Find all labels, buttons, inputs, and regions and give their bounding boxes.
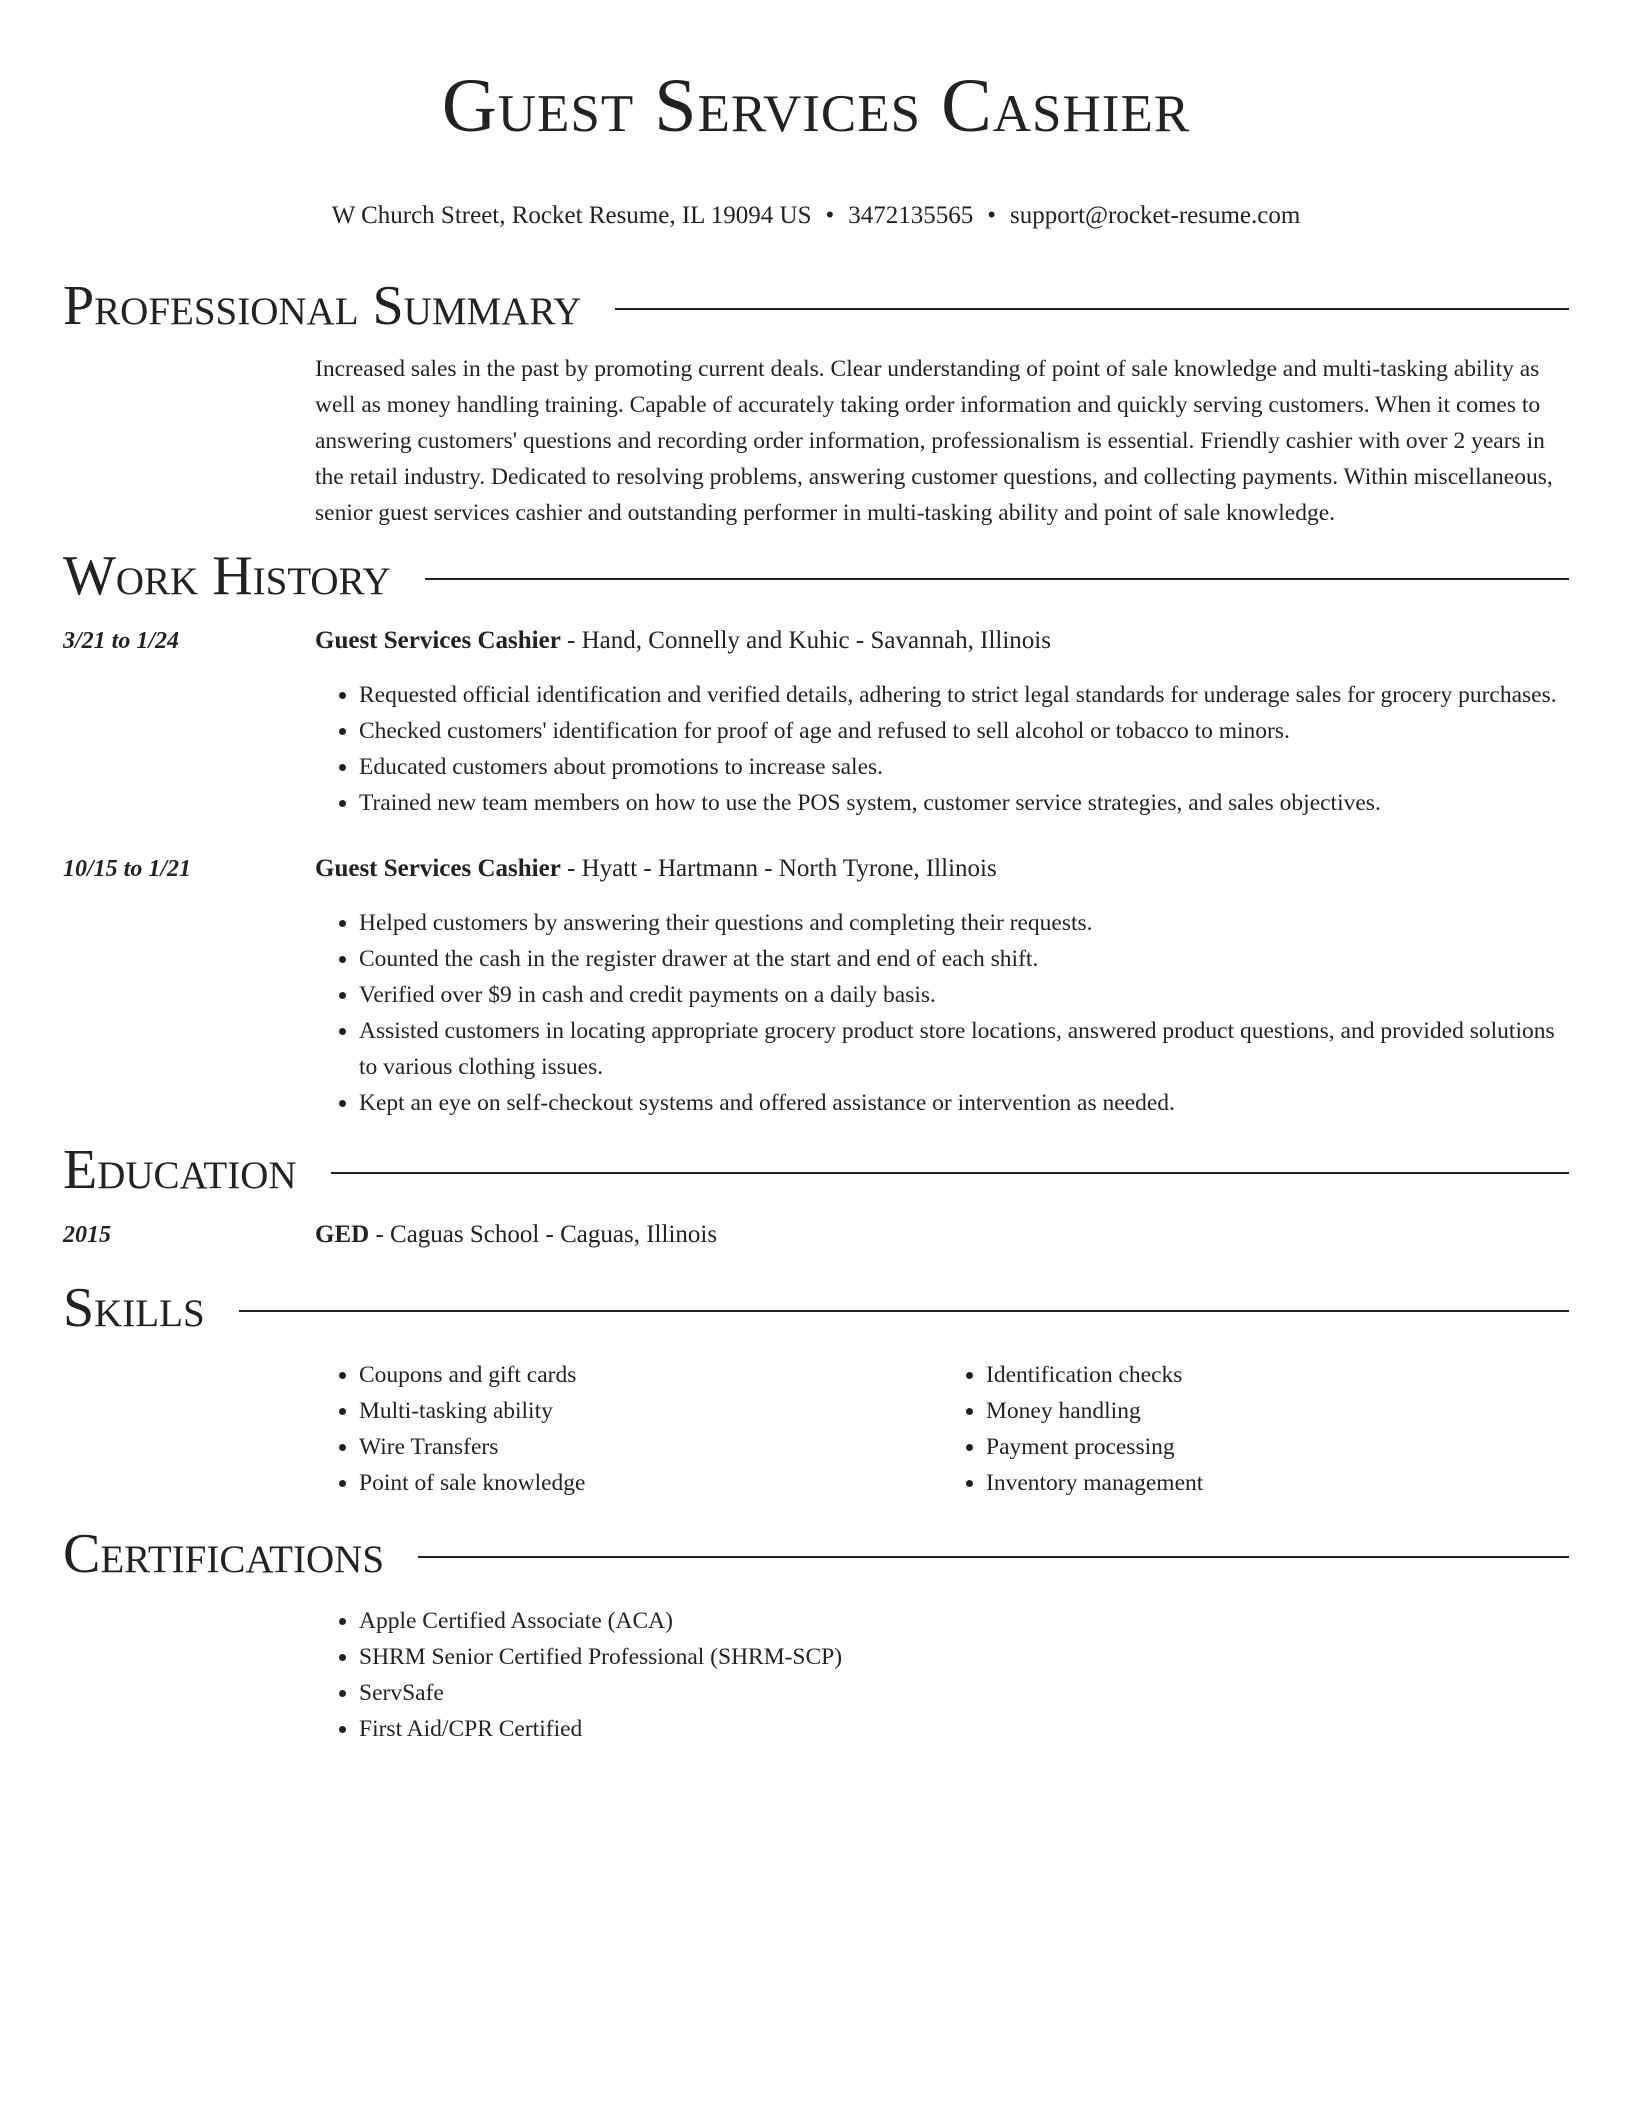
section-header bbox=[63, 1519, 1569, 1589]
summary-heading: Professional Summary bbox=[63, 275, 582, 337]
contact-separator: • bbox=[987, 202, 997, 229]
list-item: • Requested official identification and verified details, adhering to strict legal standards for underage sales for grocery purchases. bbox=[359, 677, 1569, 713]
list-item: • Multi-tasking ability bbox=[359, 1393, 942, 1429]
education-line bbox=[315, 1217, 1569, 1253]
education-heading: Education bbox=[63, 1139, 297, 1201]
education-details: - Caguas School - Caguas, Illinois bbox=[369, 1221, 718, 1248]
work-history-section bbox=[63, 541, 1569, 1121]
job-details: - Hyatt - Hartmann - North Tyrone, Illinois bbox=[560, 855, 997, 882]
contact-phone: 3472135565 bbox=[848, 202, 974, 229]
section-header bbox=[63, 1273, 1569, 1343]
list-item: • Helped customers by answering their questions and completing their requests. bbox=[359, 905, 1569, 941]
section-divider bbox=[239, 1310, 1569, 1312]
list-item: • Counted the cash in the register drawer at the start and end of each shift. bbox=[359, 941, 1569, 977]
skills-list bbox=[315, 1357, 1569, 1501]
education-entry bbox=[63, 1217, 1569, 1253]
list-item: • Apple Certified Associate (ACA) bbox=[359, 1603, 1569, 1639]
section-divider bbox=[418, 1556, 1569, 1558]
list-item: • Kept an eye on self-checkout systems and offered assistance or intervention as needed. bbox=[359, 1085, 1569, 1121]
job-line bbox=[315, 623, 1569, 659]
summary-section bbox=[63, 271, 1569, 531]
work-history-heading: Work History bbox=[63, 545, 391, 607]
section-divider bbox=[425, 578, 1569, 580]
list-item: • Educated customers about promotions to increase sales. bbox=[359, 749, 1569, 785]
education-section bbox=[63, 1135, 1569, 1253]
certifications-heading: Certifications bbox=[63, 1523, 385, 1585]
list-item: • Checked customers' identification for proof of age and refused to sell alcohol or tobacco to minors. bbox=[359, 713, 1569, 749]
job-date: 10/15 to 1/21 bbox=[63, 856, 192, 882]
certifications-section bbox=[63, 1519, 1569, 1747]
list-item: • Verified over $9 in cash and credit payments on a daily basis. bbox=[359, 977, 1569, 1013]
list-item: • Wire Transfers bbox=[359, 1429, 942, 1465]
job-bullets bbox=[315, 905, 1569, 1121]
skills-section bbox=[63, 1273, 1569, 1501]
section-divider bbox=[331, 1172, 1569, 1174]
list-item: • First Aid/CPR Certified bbox=[359, 1711, 1569, 1747]
list-item: • Inventory management bbox=[986, 1465, 1569, 1501]
job-header bbox=[63, 851, 1569, 887]
list-item: • ServSafe bbox=[359, 1675, 1569, 1711]
skills-column-right bbox=[942, 1357, 1569, 1501]
job-header bbox=[63, 623, 1569, 659]
contact-separator: • bbox=[825, 202, 835, 229]
list-item: • Coupons and gift cards bbox=[359, 1357, 942, 1393]
education-degree: GED bbox=[315, 1221, 370, 1248]
job-entry bbox=[63, 623, 1569, 821]
education-date: 2015 bbox=[63, 1222, 111, 1248]
job-bullets bbox=[315, 677, 1569, 821]
list-item: • Assisted customers in locating appropriate grocery product store locations, answered product questions, and provided solutions to various clothing issues. bbox=[359, 1013, 1569, 1085]
summary-text: Increased sales in the past by promoting current deals. Clear understanding of point of sale knowledge and multi-tasking ability as well as money handling training. Capable of accurately taking order information and quickly serving customers. When it comes to answering customers' questions and recording order information, professionalism is essential. Friendly cashier with over 2 years in the retail industry. Dedicated to resolving problems, answering customer questions, and collecting payments. Within miscellaneous, senior guest services cashier and outstanding performer in multi-tasking ability and point of sale knowledge. bbox=[315, 356, 1553, 526]
section-divider bbox=[615, 308, 1569, 310]
contact-address: W Church Street, Rocket Resume, IL 19094 US bbox=[331, 202, 812, 229]
job-title: Guest Services Cashier bbox=[315, 627, 561, 654]
section-header bbox=[63, 541, 1569, 611]
certifications-list bbox=[315, 1603, 1569, 1747]
job-details: - Hand, Connelly and Kuhic - Savannah, Illinois bbox=[560, 627, 1051, 654]
contact-line bbox=[0, 200, 1632, 232]
job-line bbox=[315, 851, 1569, 887]
section-header bbox=[63, 271, 1569, 341]
skills-column-left bbox=[315, 1357, 942, 1501]
list-item: • SHRM Senior Certified Professional (SHRM-SCP) bbox=[359, 1639, 1569, 1675]
list-item: • Payment processing bbox=[986, 1429, 1569, 1465]
section-header bbox=[63, 1135, 1569, 1205]
job-entry bbox=[63, 851, 1569, 1121]
job-title: Guest Services Cashier bbox=[315, 855, 561, 882]
list-item: • Point of sale knowledge bbox=[359, 1465, 942, 1501]
skills-heading: Skills bbox=[63, 1277, 205, 1339]
job-date: 3/21 to 1/24 bbox=[63, 628, 180, 654]
resume-title: Guest Services Cashier bbox=[441, 64, 1191, 148]
list-item: • Identification checks bbox=[986, 1357, 1569, 1393]
list-item: • Trained new team members on how to use the POS system, customer service strategies, and sales objectives. bbox=[359, 785, 1569, 821]
list-item: • Money handling bbox=[986, 1393, 1569, 1429]
contact-email: support@rocket-resume.com bbox=[1010, 202, 1301, 229]
